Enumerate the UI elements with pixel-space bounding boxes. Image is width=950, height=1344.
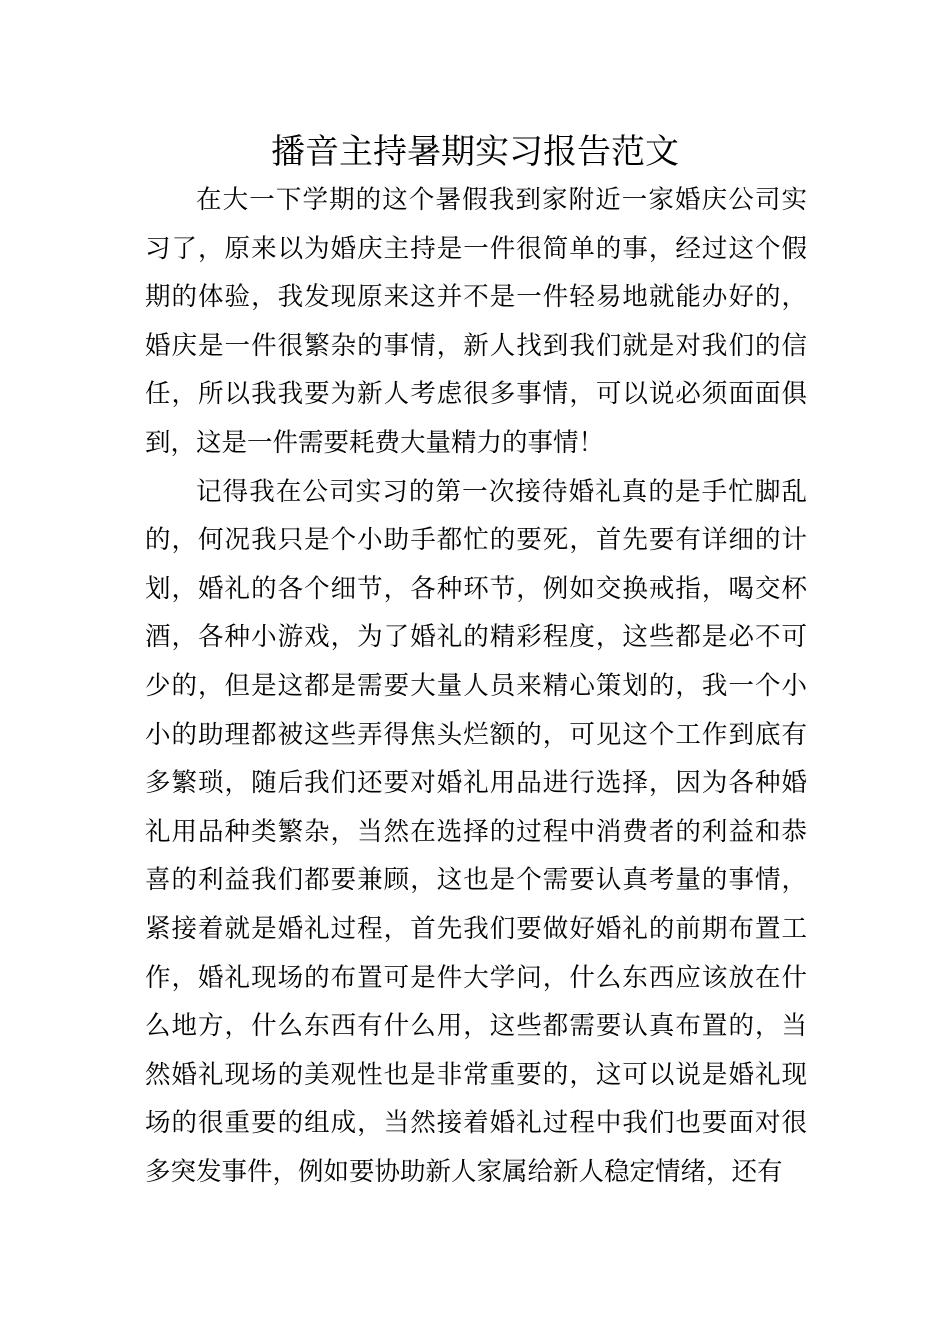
paragraph-1: 在大一下学期的这个暑假我到家附近一家婚庆公司实习了，原来以为婚庆主持是一件很简单的事，经过这个假期的体验，我发现原来这并不是一件轻易地就能办好的，婚庆是一件很繁杂的事情，新人找到我们就是对我们的信任，所以我我要为新人考虑很多事情，可以说必须面面俱到，这是一件需要耗费大量精力的事情！ <box>145 185 807 458</box>
paragraph-2: 记得我在公司实习的第一次接待婚礼真的是手忙脚乱的，何况我只是个小助手都忙的要死，首先要有详细的计划，婚礼的各个细节，各种环节，例如交换戒指，喝交杯酒，各种小游戏，为了婚礼的精彩程度，这些都是必不可少的，但是这都是需要大量人员来精心策划的，我一个小小的助理都被这些弄得焦头烂额的，可见这个工作到底有多繁琐，随后我们还要对婚礼用品进行选择，因为各种婚礼用品种类繁杂，当然在选择的过程中消费者的利益和恭喜的利益我们都要兼顾，这也是个需要认真考量的事情，紧接着就是婚礼过程，首先我们要做好婚礼的前期布置工作，婚礼现场的布置可是件大学问，什么东西应该放在什么地方，什么东西有什么用，这些都需要认真布置的，当然婚礼现场的美观性也是非常重要的，这可以说是婚礼现场的很重要的组成，当然接着婚礼过程中我们也要面对很多突发事件，例如要协助新人家属给新人稳定情绪，还有 <box>145 476 807 1187</box>
document-title: 播音主持暑期实习报告范文 <box>271 132 679 172</box>
document-body <box>145 176 807 1196</box>
